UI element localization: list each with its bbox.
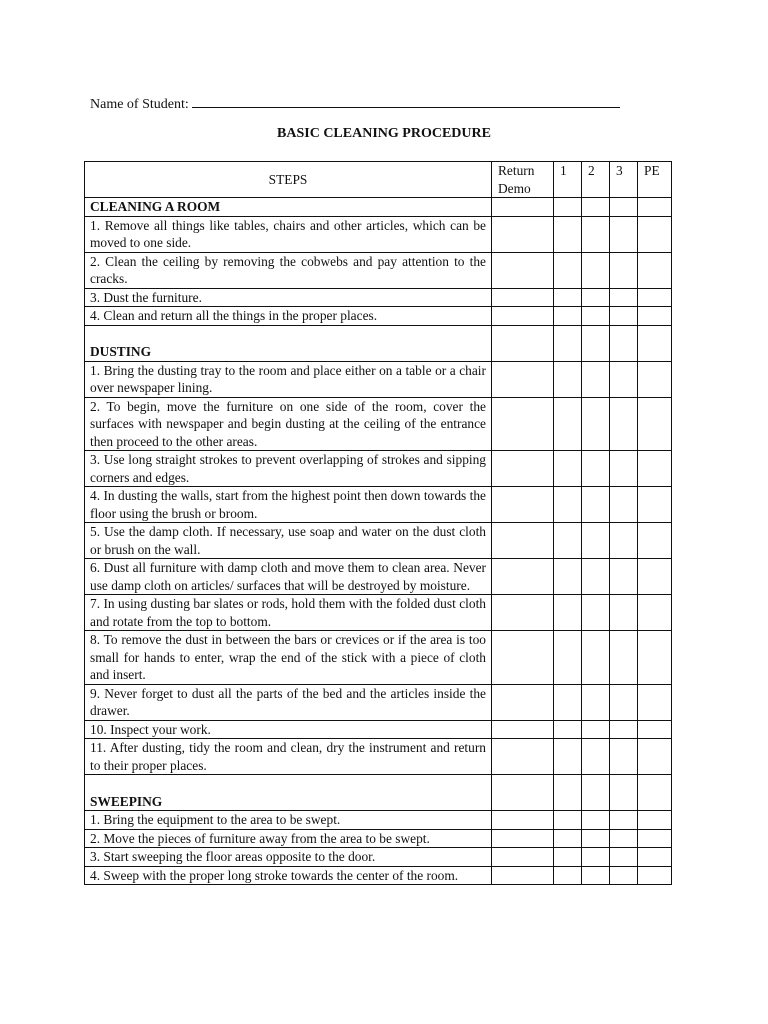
step-text: 4. Clean and return all the things in the proper places. <box>85 307 492 326</box>
score-cell[interactable] <box>554 397 582 451</box>
score-cell[interactable] <box>638 216 672 252</box>
score-cell[interactable] <box>610 523 638 559</box>
score-cell[interactable] <box>554 523 582 559</box>
table-row <box>85 451 672 487</box>
step-text: 10. Inspect your work. <box>85 720 492 739</box>
table-row <box>85 631 672 685</box>
score-cell[interactable] <box>492 487 554 523</box>
score-cell[interactable] <box>582 829 610 848</box>
steps-column-header: STEPS <box>85 162 492 198</box>
score-cell[interactable] <box>492 811 554 830</box>
score-cell[interactable] <box>492 829 554 848</box>
step-text: 3. Dust the furniture. <box>85 288 492 307</box>
table-row <box>85 595 672 631</box>
score-cell[interactable] <box>492 198 554 217</box>
table-row <box>85 720 672 739</box>
score-cell[interactable] <box>610 811 638 830</box>
score-cell[interactable] <box>610 720 638 739</box>
student-name-label: Name of Student: <box>90 97 189 112</box>
score-cell[interactable] <box>610 775 638 811</box>
table-row <box>85 487 672 523</box>
score-cell[interactable] <box>610 684 638 720</box>
table-row <box>85 866 672 885</box>
score-cell[interactable] <box>610 361 638 397</box>
score-cell[interactable] <box>638 631 672 685</box>
table-row <box>85 307 672 326</box>
step-text: 1. Bring the dusting tray to the room and place either on a table or a chair over newspaper lining. <box>85 361 492 397</box>
score-cell[interactable] <box>610 631 638 685</box>
step-text: 7. In using dusting bar slates or rods, hold them with the folded dust cloth and rotate from the top to bottom. <box>85 595 492 631</box>
return-demo-column-header <box>492 162 554 198</box>
score-cell[interactable] <box>554 325 582 361</box>
score-cell[interactable] <box>554 775 582 811</box>
column-2-header: 2 <box>582 162 610 198</box>
step-text: 3. Start sweeping the floor areas opposite to the door. <box>85 848 492 867</box>
score-cell[interactable] <box>492 595 554 631</box>
table-row <box>85 739 672 775</box>
step-text: 6. Dust all furniture with damp cloth and move them to clean area. Never use damp cloth on articles/ surfaces that will be destroyed by moisture. <box>85 559 492 595</box>
step-text: 8. To remove the dust in between the bars or crevices or if the area is too small for hands to enter, wrap the end of the stick with a piece of cloth and insert. <box>85 631 492 685</box>
score-cell[interactable] <box>610 848 638 867</box>
table-row <box>85 252 672 288</box>
score-cell[interactable] <box>492 775 554 811</box>
step-text: 2. Clean the ceiling by removing the cobwebs and pay attention to the cracks. <box>85 252 492 288</box>
table-body <box>85 198 672 885</box>
table-row <box>85 811 672 830</box>
score-cell[interactable] <box>492 252 554 288</box>
score-cell[interactable] <box>638 848 672 867</box>
procedure-table <box>84 161 672 885</box>
step-text: 4. In dusting the walls, start from the highest point then down towards the floor using the brush or broom. <box>85 487 492 523</box>
score-cell[interactable] <box>582 595 610 631</box>
table-row <box>85 559 672 595</box>
score-cell[interactable] <box>582 523 610 559</box>
score-cell[interactable] <box>554 684 582 720</box>
score-cell[interactable] <box>610 866 638 885</box>
table-row <box>85 829 672 848</box>
score-cell[interactable] <box>582 397 610 451</box>
score-cell[interactable] <box>554 451 582 487</box>
score-cell[interactable] <box>582 325 610 361</box>
score-cell[interactable] <box>638 198 672 217</box>
score-cell[interactable] <box>638 559 672 595</box>
section-row <box>85 325 672 361</box>
section-title: SWEEPING <box>85 775 492 811</box>
score-cell[interactable] <box>610 198 638 217</box>
return-demo-header-line-1: Return <box>498 163 535 178</box>
score-cell[interactable] <box>554 198 582 217</box>
score-cell[interactable] <box>554 559 582 595</box>
score-cell[interactable] <box>638 252 672 288</box>
score-cell[interactable] <box>582 775 610 811</box>
step-text: 4. Sweep with the proper long stroke towards the center of the room. <box>85 866 492 885</box>
score-cell[interactable] <box>492 866 554 885</box>
score-cell[interactable] <box>582 866 610 885</box>
score-cell[interactable] <box>610 829 638 848</box>
section-title: DUSTING <box>85 325 492 361</box>
score-cell[interactable] <box>554 361 582 397</box>
score-cell[interactable] <box>638 288 672 307</box>
score-cell[interactable] <box>492 684 554 720</box>
score-cell[interactable] <box>492 397 554 451</box>
score-cell[interactable] <box>554 216 582 252</box>
score-cell[interactable] <box>554 848 582 867</box>
score-cell[interactable] <box>638 775 672 811</box>
score-cell[interactable] <box>554 720 582 739</box>
score-cell[interactable] <box>638 811 672 830</box>
score-cell[interactable] <box>492 361 554 397</box>
score-cell[interactable] <box>638 684 672 720</box>
step-text: 1. Remove all things like tables, chairs and other articles, which can be moved to one side. <box>85 216 492 252</box>
table-row <box>85 361 672 397</box>
score-cell[interactable] <box>638 361 672 397</box>
score-cell[interactable] <box>638 307 672 326</box>
score-cell[interactable] <box>492 739 554 775</box>
step-text: 1. Bring the equipment to the area to be swept. <box>85 811 492 830</box>
pe-column-header: PE <box>638 162 672 198</box>
score-cell[interactable] <box>554 252 582 288</box>
score-cell[interactable] <box>554 288 582 307</box>
score-cell[interactable] <box>554 631 582 685</box>
return-demo-header-line-2: Demo <box>498 180 531 196</box>
score-cell[interactable] <box>638 325 672 361</box>
score-cell[interactable] <box>582 811 610 830</box>
section-title: CLEANING A ROOM <box>85 198 492 217</box>
score-cell[interactable] <box>582 288 610 307</box>
step-text: 9. Never forget to dust all the parts of the bed and the articles inside the drawer. <box>85 684 492 720</box>
page-title: BASIC CLEANING PROCEDURE <box>277 126 491 141</box>
score-cell[interactable] <box>582 848 610 867</box>
column-3-header: 3 <box>610 162 638 198</box>
score-cell[interactable] <box>582 559 610 595</box>
student-name-line <box>90 93 620 113</box>
table-row <box>85 848 672 867</box>
table-row <box>85 288 672 307</box>
score-cell[interactable] <box>610 216 638 252</box>
score-cell[interactable] <box>554 829 582 848</box>
score-cell[interactable] <box>554 739 582 775</box>
score-cell[interactable] <box>492 216 554 252</box>
step-text: 2. To begin, move the furniture on one side of the room, cover the surfaces with newspaper and begin dusting at the ceiling of the entrance then proceed to the other areas. <box>85 397 492 451</box>
score-cell[interactable] <box>610 252 638 288</box>
score-cell[interactable] <box>582 361 610 397</box>
score-cell[interactable] <box>554 811 582 830</box>
score-cell[interactable] <box>638 487 672 523</box>
score-cell[interactable] <box>610 451 638 487</box>
step-text: 2. Move the pieces of furniture away from the area to be swept. <box>85 829 492 848</box>
score-cell[interactable] <box>492 307 554 326</box>
score-cell[interactable] <box>638 451 672 487</box>
score-cell[interactable] <box>492 325 554 361</box>
score-cell[interactable] <box>638 595 672 631</box>
column-1-header: 1 <box>554 162 582 198</box>
score-cell[interactable] <box>638 523 672 559</box>
section-row <box>85 198 672 217</box>
score-cell[interactable] <box>610 559 638 595</box>
score-cell[interactable] <box>610 325 638 361</box>
score-cell[interactable] <box>582 307 610 326</box>
score-cell[interactable] <box>554 866 582 885</box>
score-cell[interactable] <box>582 198 610 217</box>
score-cell[interactable] <box>554 487 582 523</box>
score-cell[interactable] <box>638 829 672 848</box>
step-text: 3. Use long straight strokes to prevent overlapping of strokes and sipping corners and edges. <box>85 451 492 487</box>
score-cell[interactable] <box>638 739 672 775</box>
score-cell[interactable] <box>582 252 610 288</box>
score-cell[interactable] <box>492 288 554 307</box>
table-header-row <box>85 162 672 198</box>
score-cell[interactable] <box>582 451 610 487</box>
score-cell[interactable] <box>492 523 554 559</box>
step-text: 5. Use the damp cloth. If necessary, use soap and water on the dust cloth or brush on the wall. <box>85 523 492 559</box>
score-cell[interactable] <box>554 595 582 631</box>
score-cell[interactable] <box>492 631 554 685</box>
score-cell[interactable] <box>492 451 554 487</box>
score-cell[interactable] <box>610 487 638 523</box>
score-cell[interactable] <box>610 595 638 631</box>
score-cell[interactable] <box>638 866 672 885</box>
score-cell[interactable] <box>492 720 554 739</box>
score-cell[interactable] <box>638 397 672 451</box>
score-cell[interactable] <box>492 848 554 867</box>
step-text: 11. After dusting, tidy the room and clean, dry the instrument and return to their proper places. <box>85 739 492 775</box>
table-row <box>85 397 672 451</box>
table-row <box>85 216 672 252</box>
section-row <box>85 775 672 811</box>
score-cell[interactable] <box>610 397 638 451</box>
score-cell[interactable] <box>582 684 610 720</box>
score-cell[interactable] <box>492 559 554 595</box>
score-cell[interactable] <box>610 288 638 307</box>
score-cell[interactable] <box>582 720 610 739</box>
score-cell[interactable] <box>582 631 610 685</box>
score-cell[interactable] <box>554 307 582 326</box>
score-cell[interactable] <box>582 739 610 775</box>
score-cell[interactable] <box>610 739 638 775</box>
score-cell[interactable] <box>638 720 672 739</box>
table-row <box>85 523 672 559</box>
student-name-blank[interactable] <box>192 93 620 108</box>
score-cell[interactable] <box>610 307 638 326</box>
score-cell[interactable] <box>582 487 610 523</box>
table-row <box>85 684 672 720</box>
score-cell[interactable] <box>582 216 610 252</box>
